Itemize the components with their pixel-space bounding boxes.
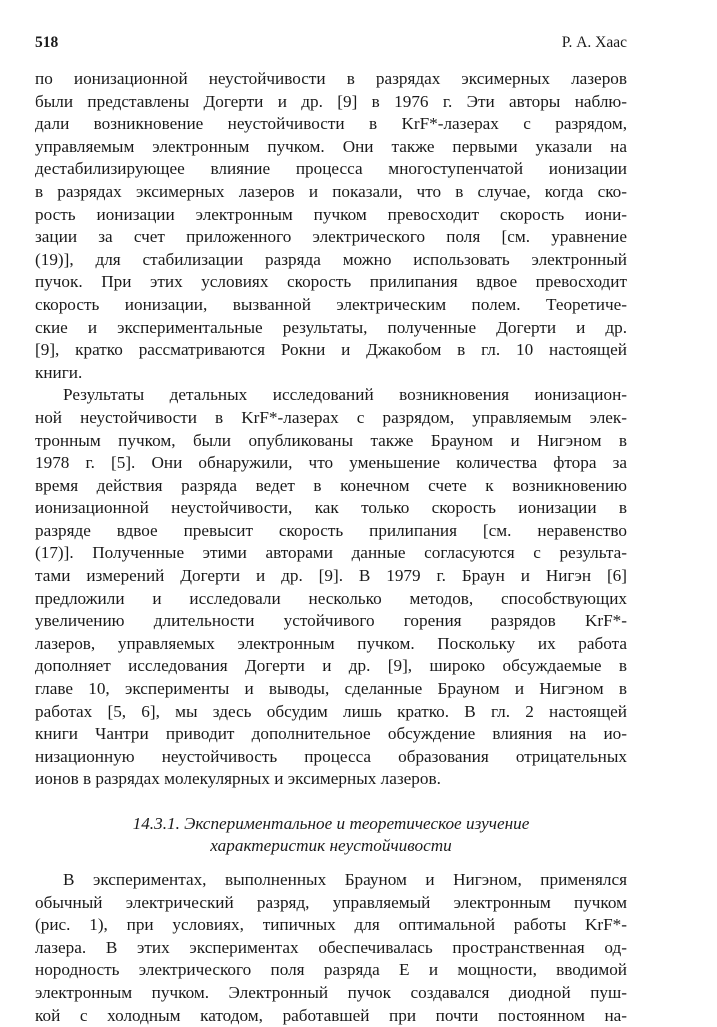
text-line: были представлены Догерти и др. [9] в 1976 г. Эти авторы наблю- — [35, 91, 627, 111]
book-page — [35, 0, 627, 1025]
text-line: 1978 г. [5]. Они обнаружили, что уменьшение количества фтора за — [35, 453, 627, 473]
text-line: книги. — [35, 362, 83, 382]
text-line: дестабилизирующее влияние процесса многоступенчатой ионизации — [35, 159, 627, 179]
text-line: зации за счет приложенного электрического поля [см. уравнение — [35, 227, 627, 247]
text-line: лазеров, управляемых электронным пучком. Поскольку их работа — [35, 633, 627, 653]
text-line: работах [5, 6], мы здесь обсудим лишь кратко. В гл. 2 настоящей — [35, 701, 627, 721]
text-line: (19)], для стабилизации разряда можно использовать электронный — [35, 249, 627, 269]
text-line: время действия разряда ведет в конечном счете к возникновению — [35, 475, 627, 495]
running-head — [35, 34, 627, 56]
section-heading — [35, 813, 627, 857]
text-line: увеличению длительности устойчивого горения разрядов KrF*- — [35, 611, 627, 631]
text-line: предложили и исследовали несколько методов, способствующих — [35, 588, 627, 608]
text-line: рость ионизации электронным пучком превосходит скорость иони- — [35, 204, 627, 224]
text-line: [9], кратко рассматриваются Рокни и Джакобом в гл. 10 настоящей — [35, 340, 627, 360]
text-line: главе 10, эксперименты и выводы, сделанные Брауном и Нигэном в — [35, 679, 627, 699]
text-line: в разрядах эксимерных лазеров и показали, что в случае, когда ско- — [35, 181, 627, 201]
text-line: электронным пучком. Электронный пучок создавался диодной пуш- — [35, 982, 627, 1002]
text-line: В экспериментах, выполненных Брауном и Нигэном, применялся — [63, 870, 627, 889]
text-line: пучок. При этих условиях скорость прилипания вдвое превосходит — [35, 272, 627, 292]
page-number: 518 — [35, 34, 59, 51]
text-line: тронным пучком, были опубликованы также Брауном и Нигэном в — [35, 430, 627, 450]
body-text — [35, 68, 627, 1027]
text-line: (рис. 1), при условиях, типичных для оптимальной работы KrF*- — [35, 915, 627, 935]
text-line: обычный электрический разряд, управляемый электронным пучком — [35, 892, 627, 912]
text-line: тами измерений Догерти и др. [9]. В 1979 г. Браун и Нигэн [6] — [35, 566, 627, 586]
section-heading-line-2: характеристик неустойчивости — [210, 836, 452, 855]
section-heading-line-1: 14.3.1. Экспериментальное и теоретическое изучение — [132, 814, 530, 833]
text-line: ной неустойчивости в KrF*-лазерах с разрядом, управляемым элек- — [35, 407, 627, 427]
text-line: скорость ионизации, вызванной электрическим полем. Теоретиче- — [35, 294, 627, 314]
text-line: кой с холодным катодом, работавшей при почти постоянном на- — [35, 1005, 627, 1025]
text-line: книги Чантри приводит дополнительное обсуждение влияния на ио- — [35, 724, 627, 744]
text-line: по ионизационной неустойчивости в разрядах эксимерных лазеров — [35, 69, 627, 88]
paragraph-3 — [35, 869, 627, 1027]
text-line: дополняет исследования Догерти и др. [9], широко обсуждаемые в — [35, 656, 627, 676]
text-line: (17)]. Полученные этими авторами данные согласуются с результа- — [35, 543, 627, 563]
text-line: ские и экспериментальные результаты, полученные Догерти и др. — [35, 317, 627, 337]
text-line: ионизационной неустойчивости, как только скорость ионизации в — [35, 498, 627, 518]
text-line: Результаты детальных исследований возникновения ионизацион- — [63, 385, 627, 405]
running-author: Р. А. Хаас — [561, 34, 627, 51]
text-line: нородность электрического поля разряда E и мощности, вводимой — [35, 960, 627, 980]
text-line: лазера. В этих экспериментах обеспечивалась пространственная од- — [35, 937, 627, 957]
text-line: дали возникновение неустойчивости в KrF*-лазерах с разрядом, — [35, 114, 627, 134]
text-line: разряде вдвое превысит скорость прилипания [см. неравенство — [35, 520, 627, 540]
paragraph-2 — [35, 384, 627, 791]
text-line: управляемым электронным пучком. Они также первыми указали на — [35, 136, 627, 156]
text-line: ионов в разрядах молекулярных и эксимерных лазеров. — [35, 769, 441, 789]
text-line: низационную неустойчивость процесса образования отрицательных — [35, 746, 627, 766]
paragraph-1 — [35, 68, 627, 384]
